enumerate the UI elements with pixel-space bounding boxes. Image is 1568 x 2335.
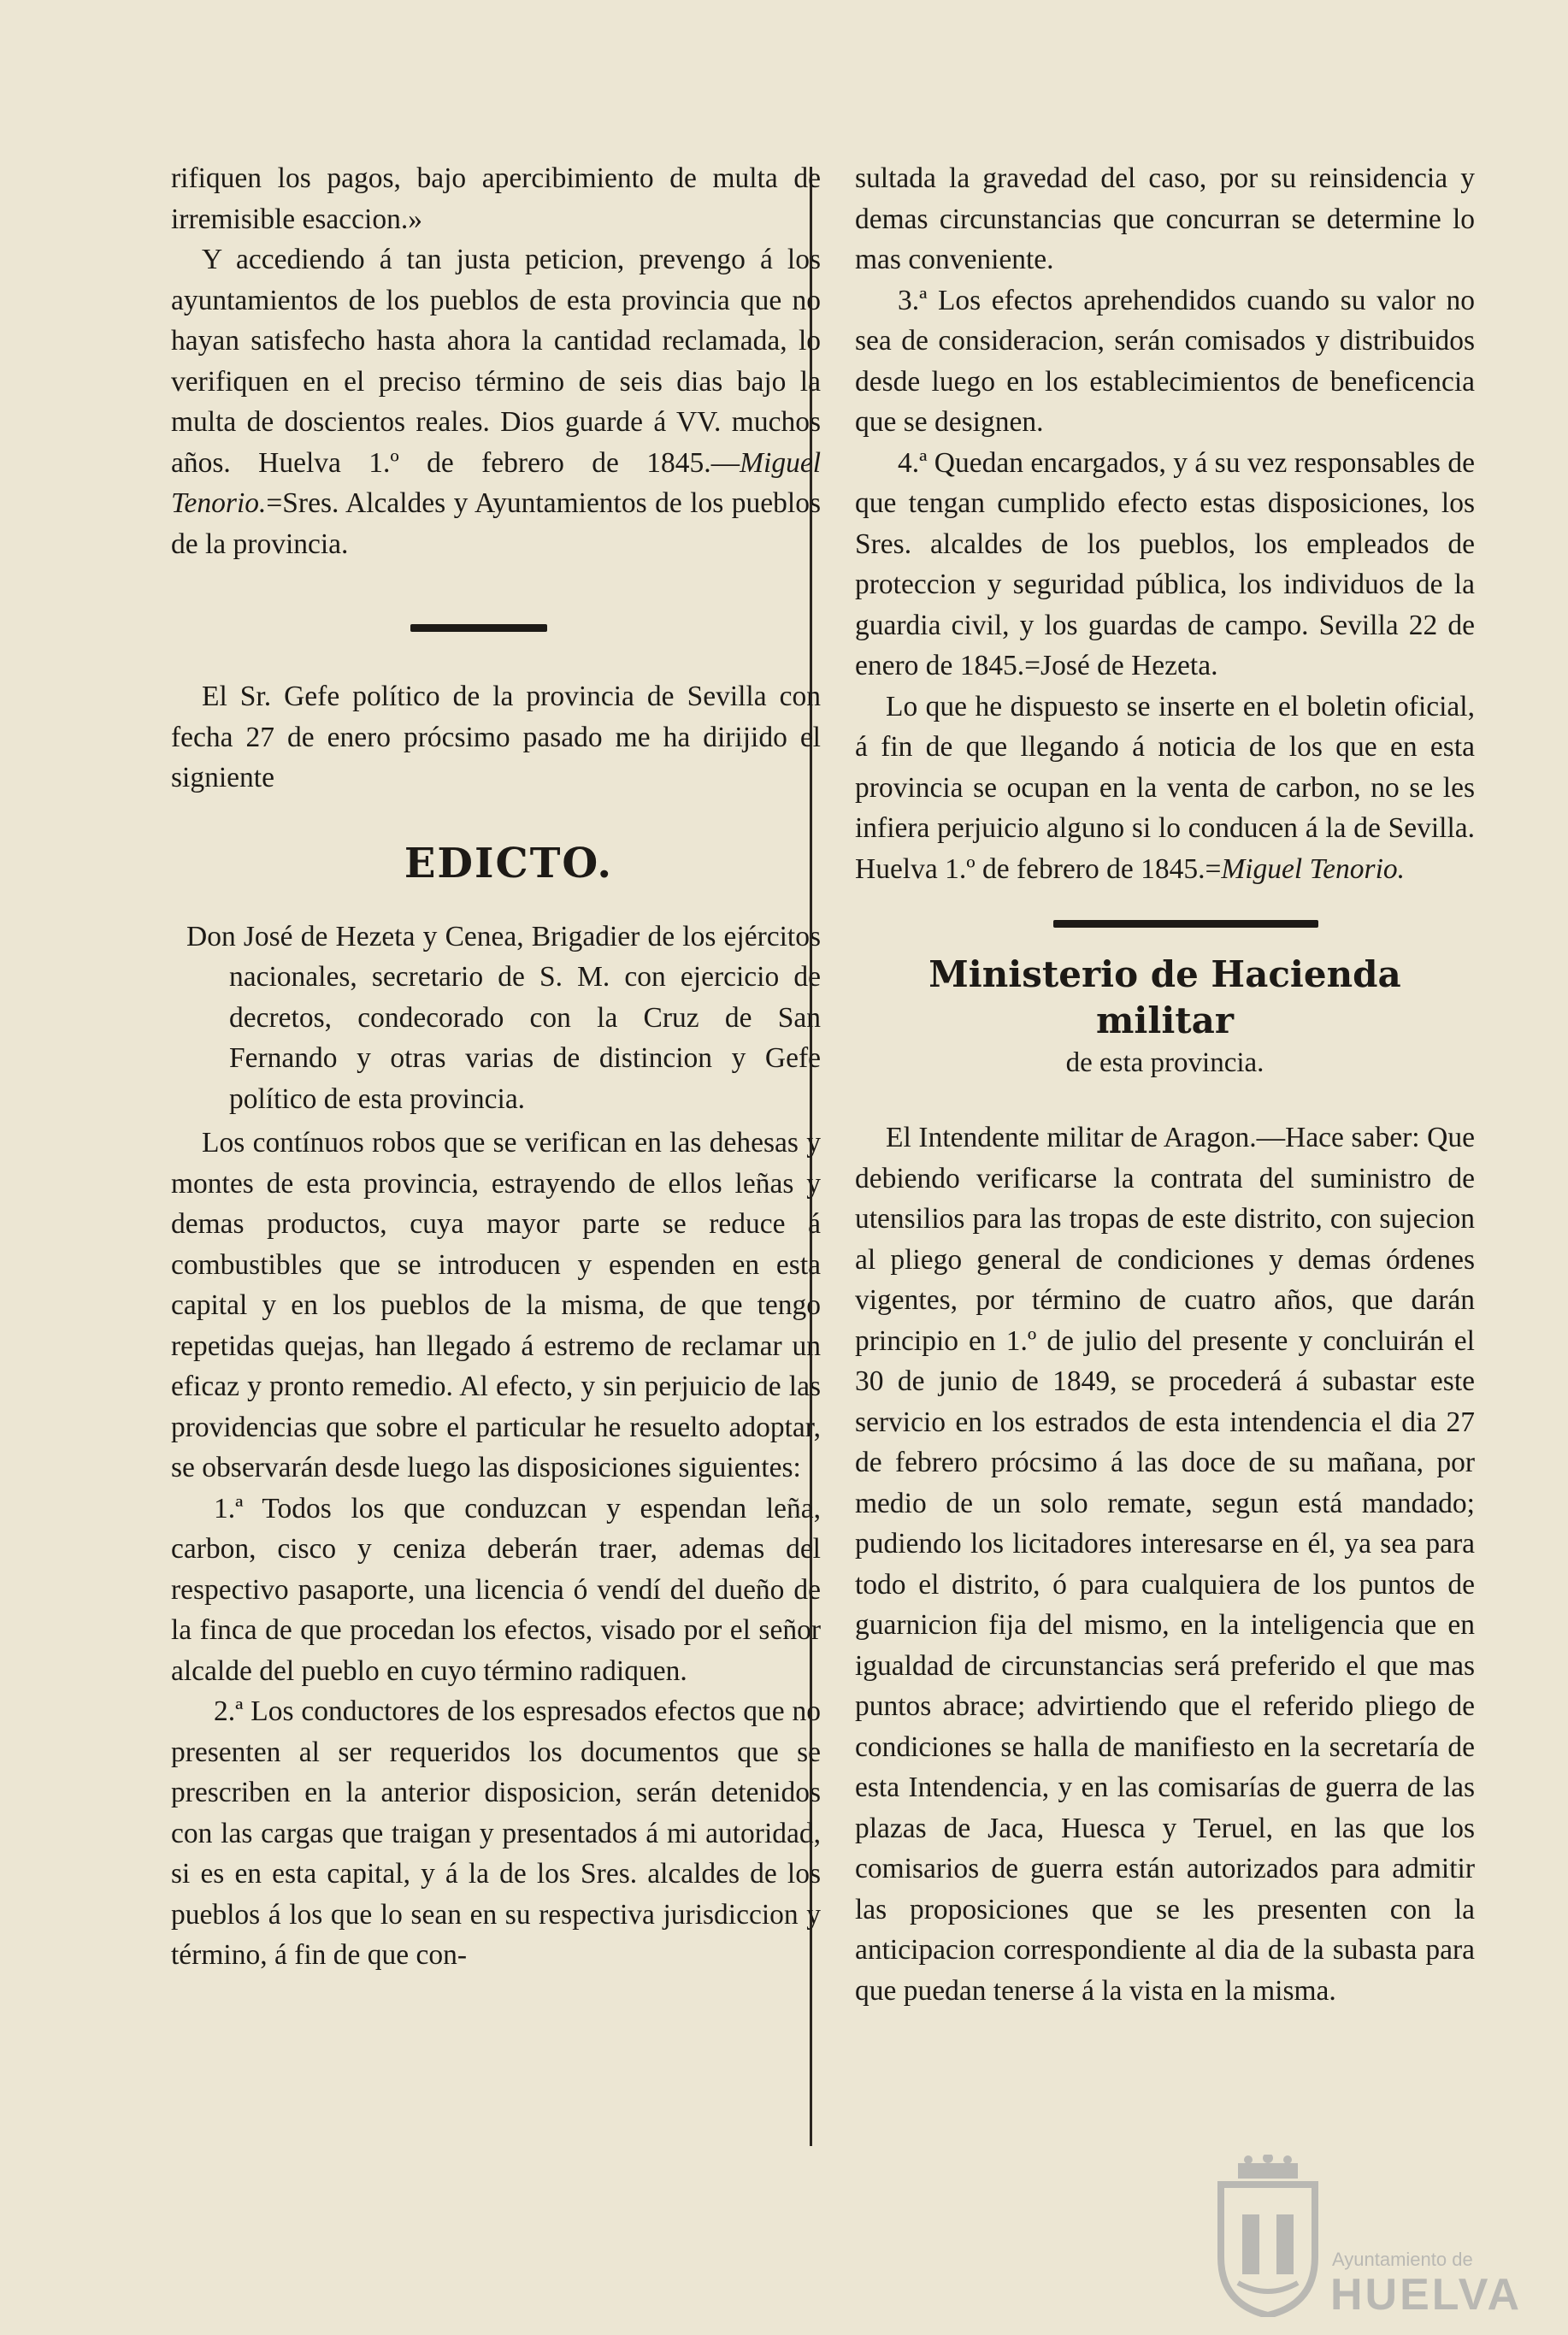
decree-addressee: =Sres. Alcaldes y Ayuntamientos de los pueblos de la provincia.: [171, 487, 821, 560]
left-column: [171, 158, 821, 1976]
paragraph-continuation: rifiquen los pagos, bajo apercibimiento de multa de irremisible esaccion.»: [171, 162, 821, 235]
signature: Miguel Tenorio.: [171, 446, 821, 519]
paragraph-decree: [171, 239, 821, 564]
section-rule: [410, 624, 547, 632]
paragraph-intendente: El Intendente militar de Aragon.—Hace saber: Que debiendo verificarse la contrata del suministro de utensilios para las tropas de este distrito, con sujecion al pliego general de condiciones y demas órdenes vigentes, por término de cuatro años, que darán principio en 1.º de julio del presente y concluirán el 30 de junio de 1849, se procederá á subastar este servicio en los estrados de esta intendencia el dia 27 de febrero prócsimo á las doce de su mañana, por medio de un solo remate, segun está mandado; pudiendo los licitadores interesarse en él, ya sea para todo el distrito, ó para cualquiera de los puntos de guarnicion fija del mismo, en la inteligencia que en igualdad de circunstancias será preferido el que mas puntos abrace; advirtiendo que el referido pliego de condiciones se halla de manifiesto en la secretaría de esta Intendencia, y en las comisarías de guerra de las plazas de Jaca, Huesca y Teruel, en las que los comisarios de guerra están autorizados para admitir las proposiciones que se les presenten con la anticipacion correspondiente al dia de la subasta para que puedan tenerse á la vista en la misma.: [855, 1122, 1475, 2007]
paragraph-publication: [855, 687, 1475, 890]
paragraph-intro: El Sr. Gefe político de la provincia de Sevilla con fecha 27 de enero prócsimo pasado me ha dirijido el signiente: [171, 681, 821, 793]
watermark-big-text: HUELVA: [1330, 2270, 1523, 2320]
crest-icon: [1212, 2155, 1323, 2317]
ministry-subheading: de esta provincia.: [1065, 1047, 1264, 1078]
provision-item-4: 4.ª Quedan encargados, y á su vez responsables de que tengan cumplido efecto estas disposiciones, los Sres. alcaldes de los pueblos, los empleados de proteccion y seguridad pública, los individuos de la guardia civil, y los guardas de campo. Sevilla 22 de enero de 1845.=José de Hezeta.: [855, 446, 1475, 681]
provision-item-1: 1.ª Todos los que conduzcan y espendan leña, carbon, cisco y ceniza deberán traer, ademas del respectivo pasaporte, una licencia ó vendí del dueño de la finca de que procedan los efectos, visado por el señor alcalde del pueblo en cuyo término radiquen.: [171, 1492, 821, 1687]
archive-watermark: [1212, 2155, 1523, 2320]
section-rule-right: [1053, 920, 1318, 928]
signature-right: Miguel Tenorio.: [1221, 852, 1406, 885]
paragraph-continuation-right: sultada la gravedad del caso, por su reinsidencia y demas circunstancias que concurran se determine lo mas conveniente.: [855, 162, 1475, 275]
issuer-block: Don José de Hezeta y Cenea, Brigadier de los ejércitos nacionales, secretario de S. M. con ejercicio de decretos, condecorado con la Cruz de San Fernando y otras varias de distincion y Gefe político de esta provincia.: [186, 920, 821, 1115]
provision-item-2: 2.ª Los conductores de los espresados efectos que no presenten al ser requeridos los documentos que se prescriben en la anterior disposicion, serán detenidos con las cargas que traigan y presentados á mi autoridad, si es en esta capital, y á la de los Sres. alcaldes de los pueblos á los que lo sean en su respectiva jurisdiccion y término, á fin de que con-: [171, 1695, 821, 1971]
provision-item-3: 3.ª Los efectos aprehendidos cuando su valor no sea de consideracion, serán comisados y distribuidos desde luego en los establecimientos de beneficencia que se designen.: [855, 284, 1475, 438]
edicto-heading: EDICTO.: [404, 839, 614, 887]
watermark-small-text: Ayuntamiento de: [1332, 2249, 1473, 2270]
right-column: [855, 158, 1475, 2011]
ministry-heading: Ministerio de Hacienda militar: [928, 953, 1401, 1041]
publication-text: Lo que he dispuesto se inserte en el boletin oficial, á fin de que llegando á noticia de los que en esta provincia se ocupan en la venta de carbon, no se les infiera perjuicio alguno si lo conducen á la de Sevilla. Huelva 1.º de febrero de 1845.=: [855, 690, 1475, 885]
decree-text: Y accediendo á tan justa peticion, prevengo á los ayuntamientos de los pueblos de esta provincia que no hayan satisfecho hasta ahora la cantidad reclamada, lo verifiquen en el preciso término de seis dias bajo la multa de doscientos reales. Dios guarde á VV. muchos años. Huelva 1.º de febrero de 1845.—: [171, 244, 821, 479]
paragraph-edicto-body: Los contínuos robos que se verifican en las dehesas y montes de esta provincia, estrayendo de ellos leñas y demas productos, cuya mayor parte se reduce á combustibles que se introducen y espenden en esta capital y en los pueblos de la misma, de que tengo repetidas quejas, han llegado á estremo de reclamar un eficaz y pronto remedio. Al efecto, y sin perjuicio de las providencias que sobre el particular he resuelto adoptar, se observarán desde luego las disposiciones siguientes:: [171, 1127, 821, 1483]
